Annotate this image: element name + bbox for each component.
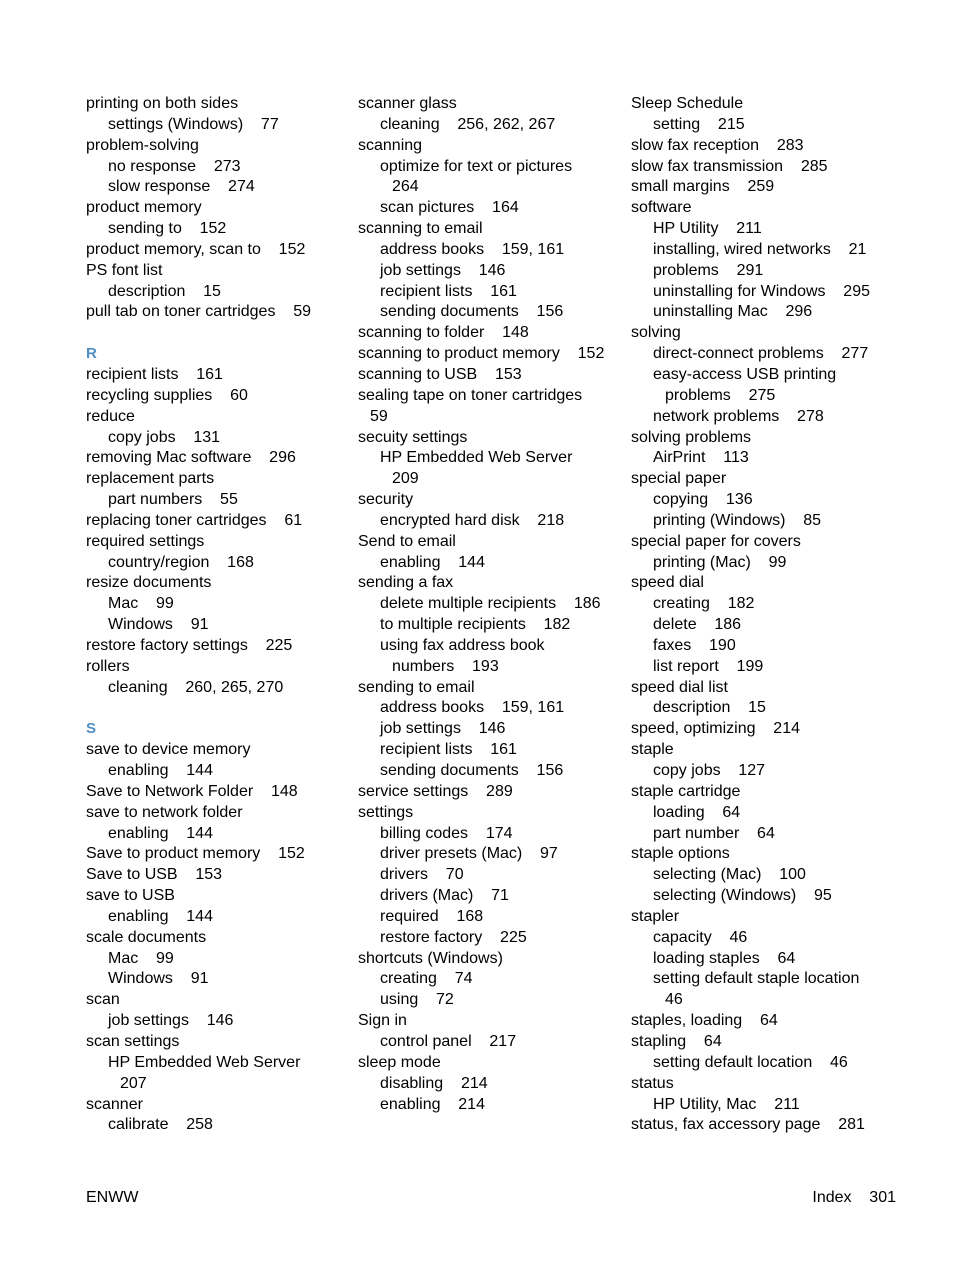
index-subentry: job settings 146 xyxy=(380,261,506,279)
index-entry: Save to product memory 152 xyxy=(86,845,305,863)
index-entry: settings xyxy=(358,803,414,821)
index-subentry: enabling 214 xyxy=(380,1095,485,1113)
index-subentry: calibrate 258 xyxy=(108,1116,213,1134)
index-subentry: cleaning 260, 265, 270 xyxy=(108,678,284,696)
index-entry: Send to email xyxy=(358,532,456,550)
index-entry: scanning xyxy=(358,136,423,154)
index-subentry: address books 159, 161 xyxy=(380,240,565,258)
index-subentry: network problems 278 xyxy=(653,407,824,425)
index-subentry: no response 273 xyxy=(108,157,241,175)
index-subentry: AirPrint 113 xyxy=(653,449,749,467)
index-subentry: using fax address book xyxy=(380,636,545,654)
index-entry: sending to email xyxy=(358,678,475,696)
index-entry: status, fax accessory page 281 xyxy=(631,1116,865,1134)
index-entry: scale documents xyxy=(86,928,207,946)
index-subentry: delete multiple recipients 186 xyxy=(380,595,601,613)
index-subentry: settings (Windows) 77 xyxy=(108,115,279,133)
index-entry: replacement parts xyxy=(86,470,215,488)
index-entry: recipient lists 161 xyxy=(86,365,223,383)
index-subentry: faxes 190 xyxy=(653,636,736,654)
index-subentry: required 168 xyxy=(380,907,484,925)
index-subentry: HP Embedded Web Server xyxy=(108,1053,301,1071)
index-entry: speed dial xyxy=(631,574,704,592)
index-subentry: copy jobs 127 xyxy=(653,762,766,779)
index-entry: scanner xyxy=(86,1095,143,1113)
index-subentry: enabling 144 xyxy=(108,824,213,842)
index-subentry: setting default staple location xyxy=(653,970,860,988)
index-entry: Sign in xyxy=(358,1012,407,1030)
index-subentry: Mac 99 xyxy=(108,949,174,967)
section-letter: S xyxy=(86,720,97,738)
index-subentry: recipient lists 161 xyxy=(380,741,517,759)
index-entry: reduce xyxy=(86,407,135,425)
index-subentry: country/region 168 xyxy=(108,553,254,571)
index-entry: staple options xyxy=(631,845,730,863)
index-entry: scan settings xyxy=(86,1032,180,1050)
index-subentry: problems 275 xyxy=(665,386,776,404)
index-entry: solving xyxy=(631,324,681,342)
index-subentry: loading staples 64 xyxy=(653,949,796,967)
index-subentry: drivers (Mac) 71 xyxy=(380,887,509,905)
index-subentry: installing, wired networks 21 xyxy=(653,240,867,258)
index-entry: problem-solving xyxy=(86,136,199,154)
index-entry: recycling supplies 60 xyxy=(86,386,248,404)
index-entry: service settings 289 xyxy=(358,782,513,800)
index-entry: save to USB xyxy=(86,887,175,905)
index-column-1 xyxy=(86,94,351,1136)
index-subentry: disabling 214 xyxy=(380,1074,488,1092)
index-subentry: setting default location 46 xyxy=(653,1053,848,1071)
index-entry: scanning to product memory 152 xyxy=(358,345,605,363)
index-subentry: using 72 xyxy=(380,991,454,1009)
index-subentry: job settings 146 xyxy=(380,720,506,738)
index-entry: resize documents xyxy=(86,574,212,592)
index-entry: Sleep Schedule xyxy=(631,95,744,112)
index-entry: rollers xyxy=(86,657,130,675)
index-entry: status xyxy=(631,1074,674,1092)
index-entry: scanning to email xyxy=(358,220,483,238)
index-column-2 xyxy=(358,94,623,1115)
index-subentry: 207 xyxy=(120,1074,147,1092)
index-entry: Save to USB 153 xyxy=(86,866,223,884)
index-subentry: selecting (Windows) 95 xyxy=(653,887,832,905)
index-subentry: numbers 193 xyxy=(392,657,499,675)
index-subentry: copying 136 xyxy=(653,491,753,509)
index-entry: staple cartridge xyxy=(631,782,741,800)
index-subentry: HP Embedded Web Server xyxy=(380,449,573,467)
index-entry: PS font list xyxy=(86,261,163,279)
index-entry: restore factory settings 225 xyxy=(86,636,293,654)
index-subentry: HP Utility 211 xyxy=(653,220,762,238)
index-subentry: 59 xyxy=(370,407,388,425)
index-entry: save to network folder xyxy=(86,803,243,821)
index-subentry: slow response 274 xyxy=(108,178,255,196)
index-entry: slow fax transmission 285 xyxy=(631,157,828,175)
index-entry: special paper for covers xyxy=(631,532,801,550)
index-subentry: problems 291 xyxy=(653,261,764,279)
index-entry: save to device memory xyxy=(86,741,251,759)
index-subentry: part numbers 55 xyxy=(108,491,238,509)
index-subentry: uninstalling Mac 296 xyxy=(653,303,813,321)
index-entry: scanner glass xyxy=(358,95,457,112)
index-subentry: job settings 146 xyxy=(108,1012,234,1030)
index-subentry: drivers 70 xyxy=(380,866,464,884)
index-subentry: sending to 152 xyxy=(108,220,227,238)
index-subentry: copy jobs 131 xyxy=(108,428,221,446)
index-entry: pull tab on toner cartridges 59 xyxy=(86,303,312,321)
index-entry: small margins 259 xyxy=(631,178,775,196)
index-subentry: cleaning 256, 262, 267 xyxy=(380,115,556,133)
index-subentry: 209 xyxy=(392,470,419,488)
index-subentry: 46 xyxy=(665,991,683,1009)
index-subentry: enabling 144 xyxy=(108,762,213,779)
index-subentry: recipient lists 161 xyxy=(380,282,517,300)
index-subentry: billing codes 174 xyxy=(380,824,513,842)
index-subentry: setting 215 xyxy=(653,115,745,133)
index-entry: slow fax reception 283 xyxy=(631,136,804,154)
index-subentry: direct-connect problems 277 xyxy=(653,345,869,363)
index-entry: staples, loading 64 xyxy=(631,1012,778,1030)
index-subentry: encrypted hard disk 218 xyxy=(380,511,565,529)
index-entry: product memory xyxy=(86,199,202,217)
index-entry: solving problems xyxy=(631,428,752,446)
index-subentry: easy-access USB printing xyxy=(653,365,837,383)
index-subentry: restore factory 225 xyxy=(380,928,527,946)
index-subentry: enabling 144 xyxy=(108,907,213,925)
index-entry: software xyxy=(631,199,692,217)
index-subentry: Mac 99 xyxy=(108,595,174,613)
index-entry: replacing toner cartridges 61 xyxy=(86,511,303,529)
index-subentry: to multiple recipients 182 xyxy=(380,616,571,634)
index-subentry: capacity 46 xyxy=(653,928,748,946)
index-subentry: scan pictures 164 xyxy=(380,199,519,217)
index-entry: shortcuts (Windows) xyxy=(358,949,503,967)
index-entry: required settings xyxy=(86,532,205,550)
index-subentry: Windows 91 xyxy=(108,970,209,988)
index-entry: speed dial list xyxy=(631,678,728,696)
index-entry: scanning to folder 148 xyxy=(358,324,529,342)
index-subentry: enabling 144 xyxy=(380,553,485,571)
index-subentry: driver presets (Mac) 97 xyxy=(380,845,558,863)
section-gap xyxy=(86,698,351,719)
index-entry: printing on both sides xyxy=(86,95,239,112)
index-subentry: loading 64 xyxy=(653,803,741,821)
index-subentry: description 15 xyxy=(653,699,766,717)
section-letter: R xyxy=(86,345,97,363)
index-subentry: creating 74 xyxy=(380,970,473,988)
index-entry: removing Mac software 296 xyxy=(86,449,296,467)
index-subentry: uninstalling for Windows 295 xyxy=(653,282,870,300)
index-subentry: printing (Mac) 99 xyxy=(653,553,787,571)
index-entry: product memory, scan to 152 xyxy=(86,240,306,258)
index-subentry: list report 199 xyxy=(653,657,764,675)
footer-left: ENWW xyxy=(86,1189,139,1206)
index-column-3 xyxy=(631,94,896,1136)
index-subentry: sending documents 156 xyxy=(380,303,564,321)
index-subentry: Windows 91 xyxy=(108,616,209,634)
index-entry: scan xyxy=(86,991,120,1009)
index-entry: stapler xyxy=(631,907,680,925)
index-subentry: sending documents 156 xyxy=(380,762,564,779)
index-subentry: printing (Windows) 85 xyxy=(653,511,822,529)
index-entry: sealing tape on toner cartridges xyxy=(358,386,583,404)
index-entry: sleep mode xyxy=(358,1053,441,1071)
index-entry: security xyxy=(358,491,414,509)
index-subentry: optimize for text or pictures xyxy=(380,157,573,175)
index-subentry: HP Utility, Mac 211 xyxy=(653,1095,800,1113)
index-subentry: address books 159, 161 xyxy=(380,699,565,717)
index-entry: stapling 64 xyxy=(631,1032,722,1050)
index-entry: speed, optimizing 214 xyxy=(631,720,800,738)
index-entry: scanning to USB 153 xyxy=(358,365,522,383)
index-entry: staple xyxy=(631,741,674,759)
index-subentry: creating 182 xyxy=(653,595,755,613)
index-subentry: delete 186 xyxy=(653,616,742,634)
index-subentry: selecting (Mac) 100 xyxy=(653,866,806,884)
index-subentry: control panel 217 xyxy=(380,1032,517,1050)
footer-right: Index 301 xyxy=(812,1189,896,1206)
index-entry: secuity settings xyxy=(358,428,468,446)
index-subentry: 264 xyxy=(392,178,419,196)
index-subentry: part number 64 xyxy=(653,824,775,842)
index-entry: Save to Network Folder 148 xyxy=(86,782,298,800)
index-entry: sending a fax xyxy=(358,574,454,592)
section-gap xyxy=(86,323,351,344)
index-subentry: description 15 xyxy=(108,282,221,300)
index-entry: special paper xyxy=(631,470,727,488)
